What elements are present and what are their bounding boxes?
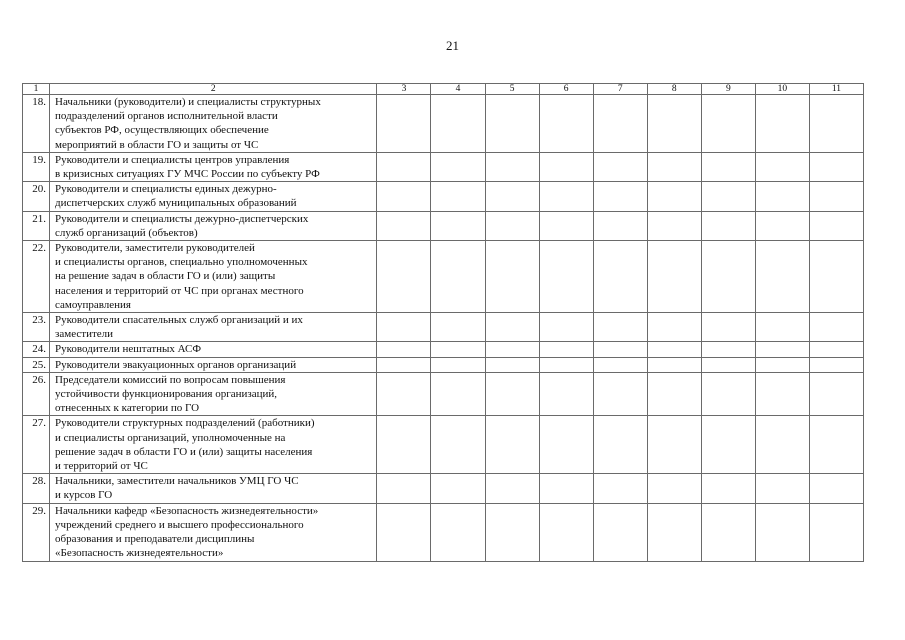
empty-cell [701, 182, 755, 211]
empty-cell [809, 182, 863, 211]
empty-cell [809, 372, 863, 416]
description-line: Руководители и специалисты единых дежурно- [55, 183, 277, 196]
empty-cell [539, 357, 593, 372]
empty-cell [647, 474, 701, 503]
empty-cell [377, 182, 431, 211]
empty-cell [485, 474, 539, 503]
empty-cell [377, 416, 431, 474]
column-header: 4 [431, 84, 485, 95]
empty-cell [539, 503, 593, 561]
empty-cell [431, 313, 485, 342]
empty-cell [701, 372, 755, 416]
empty-cell [431, 503, 485, 561]
empty-cell [377, 357, 431, 372]
empty-cell [377, 342, 431, 357]
description-line: Начальники, заместители начальников УМЦ ГО ЧС [55, 475, 299, 488]
table-row [23, 95, 864, 153]
empty-cell [431, 357, 485, 372]
empty-cell [539, 211, 593, 240]
empty-cell [593, 152, 647, 181]
empty-cell [701, 357, 755, 372]
row-number: 26. [23, 372, 50, 416]
description-line: устойчивости функционирования организаций, [55, 388, 278, 401]
column-header: 1 [23, 84, 50, 95]
empty-cell [485, 357, 539, 372]
empty-cell [377, 152, 431, 181]
row-description [50, 416, 377, 474]
empty-cell [755, 503, 809, 561]
empty-cell [539, 416, 593, 474]
empty-cell [755, 182, 809, 211]
empty-cell [485, 211, 539, 240]
empty-cell [809, 503, 863, 561]
description-line: и специалисты органов, специально уполномоченных [55, 256, 308, 269]
row-description [50, 211, 377, 240]
training-table [22, 83, 864, 562]
description-line: на решение задач в области ГО и (или) защиты [55, 270, 276, 283]
empty-cell [701, 152, 755, 181]
row-number: 27. [23, 416, 50, 474]
empty-cell [809, 95, 863, 153]
description-line: и курсов ГО [55, 489, 113, 502]
description-line: Руководители нештатных АСФ [55, 343, 202, 356]
page-number: 21 [446, 38, 459, 53]
empty-cell [593, 182, 647, 211]
header-row [23, 84, 864, 95]
empty-cell [755, 474, 809, 503]
description-line: Руководители и специалисты дежурно-диспетчерских [55, 212, 309, 225]
description-line: субъектов РФ, осуществляющих обеспечение [55, 124, 269, 137]
description-line: Руководители, заместители руководителей [55, 242, 255, 255]
empty-cell [593, 211, 647, 240]
row-number: 20. [23, 182, 50, 211]
description-line: отнесенных к категории по ГО [55, 402, 200, 415]
row-description [50, 241, 377, 313]
empty-cell [377, 95, 431, 153]
description-line: и территорий от ЧС [55, 460, 148, 473]
empty-cell [485, 241, 539, 313]
row-number: 22. [23, 241, 50, 313]
table-row [23, 357, 864, 372]
column-header: 3 [377, 84, 431, 95]
description-line: в кризисных ситуациях ГУ МЧС России по субъекту РФ [55, 168, 320, 181]
row-description [50, 474, 377, 503]
empty-cell [755, 357, 809, 372]
column-header: 10 [755, 84, 809, 95]
column-header: 8 [647, 84, 701, 95]
description-line: заместители [55, 328, 114, 341]
empty-cell [539, 241, 593, 313]
empty-cell [539, 372, 593, 416]
description-line: образования и преподаватели дисциплины [55, 533, 255, 546]
empty-cell [485, 416, 539, 474]
empty-cell [647, 241, 701, 313]
empty-cell [431, 372, 485, 416]
empty-cell [755, 416, 809, 474]
empty-cell [431, 152, 485, 181]
description-line: «Безопасность жизнедеятельности» [55, 547, 224, 560]
row-description [50, 313, 377, 342]
empty-cell [647, 313, 701, 342]
empty-cell [431, 474, 485, 503]
description-line: мероприятий в области ГО и защиты от ЧС [55, 138, 259, 151]
row-description [50, 357, 377, 372]
empty-cell [701, 313, 755, 342]
empty-cell [485, 503, 539, 561]
description-line: Руководители структурных подразделений (работники) [55, 417, 315, 430]
table-row [23, 152, 864, 181]
empty-cell [755, 241, 809, 313]
empty-cell [809, 357, 863, 372]
empty-cell [701, 503, 755, 561]
description-line: подразделений органов исполнительной власти [55, 110, 278, 123]
row-description [50, 152, 377, 181]
empty-cell [377, 313, 431, 342]
empty-cell [593, 503, 647, 561]
empty-cell [539, 182, 593, 211]
table-row [23, 182, 864, 211]
table-row [23, 474, 864, 503]
empty-cell [809, 241, 863, 313]
empty-cell [647, 182, 701, 211]
empty-cell [755, 342, 809, 357]
empty-cell [809, 313, 863, 342]
column-header: 11 [809, 84, 863, 95]
empty-cell [647, 416, 701, 474]
empty-cell [485, 372, 539, 416]
column-header: 6 [539, 84, 593, 95]
description-line: Руководители эвакуационных органов организаций [55, 358, 297, 371]
empty-cell [485, 313, 539, 342]
empty-cell [809, 416, 863, 474]
row-number: 18. [23, 95, 50, 153]
empty-cell [485, 152, 539, 181]
row-number: 25. [23, 357, 50, 372]
empty-cell [647, 372, 701, 416]
table-row [23, 241, 864, 313]
empty-cell [377, 503, 431, 561]
row-number: 19. [23, 152, 50, 181]
empty-cell [755, 372, 809, 416]
empty-cell [485, 342, 539, 357]
description-line: Руководители спасательных служб организаций и их [55, 314, 303, 327]
empty-cell [701, 416, 755, 474]
empty-cell [539, 152, 593, 181]
empty-cell [593, 416, 647, 474]
empty-cell [377, 241, 431, 313]
empty-cell [593, 357, 647, 372]
description-line: самоуправления [55, 298, 131, 311]
row-description [50, 342, 377, 357]
empty-cell [809, 152, 863, 181]
description-line: населения и территорий от ЧС при органах местного [55, 284, 304, 297]
empty-cell [701, 342, 755, 357]
description-line: и специалисты организаций, уполномоченные на [55, 431, 286, 444]
empty-cell [701, 474, 755, 503]
empty-cell [755, 313, 809, 342]
empty-cell [647, 95, 701, 153]
empty-cell [593, 342, 647, 357]
empty-cell [593, 241, 647, 313]
table-row [23, 372, 864, 416]
table-row [23, 313, 864, 342]
empty-cell [809, 342, 863, 357]
table-row [23, 416, 864, 474]
empty-cell [431, 342, 485, 357]
table-row [23, 503, 864, 561]
empty-cell [755, 152, 809, 181]
empty-cell [431, 416, 485, 474]
description-line: решение задач в области ГО и (или) защиты населения [55, 445, 313, 458]
empty-cell [377, 372, 431, 416]
row-description [50, 95, 377, 153]
empty-cell [701, 211, 755, 240]
empty-cell [593, 372, 647, 416]
row-number: 24. [23, 342, 50, 357]
empty-cell [431, 182, 485, 211]
empty-cell [539, 313, 593, 342]
empty-cell [647, 503, 701, 561]
column-header: 2 [50, 84, 377, 95]
description-line: Начальники кафедр «Безопасность жизнедеятельности» [55, 504, 319, 517]
description-line: Руководители и специалисты центров управления [55, 153, 290, 166]
empty-cell [593, 95, 647, 153]
row-description [50, 372, 377, 416]
empty-cell [701, 241, 755, 313]
row-description [50, 503, 377, 561]
empty-cell [755, 211, 809, 240]
empty-cell [593, 474, 647, 503]
description-line: Начальники (руководители) и специалисты структурных [55, 96, 321, 108]
table-row [23, 211, 864, 240]
description-line: диспетчерских служб муниципальных образований [55, 197, 297, 210]
empty-cell [701, 95, 755, 153]
empty-cell [377, 211, 431, 240]
empty-cell [431, 241, 485, 313]
column-header: 7 [593, 84, 647, 95]
empty-cell [485, 182, 539, 211]
empty-cell [809, 474, 863, 503]
empty-cell [755, 95, 809, 153]
empty-cell [647, 357, 701, 372]
description-line: учреждений среднего и высшего профессионального [55, 518, 304, 531]
empty-cell [539, 342, 593, 357]
empty-cell [539, 474, 593, 503]
row-number: 29. [23, 503, 50, 561]
empty-cell [431, 211, 485, 240]
empty-cell [377, 474, 431, 503]
empty-cell [485, 95, 539, 153]
empty-cell [539, 95, 593, 153]
table-body [23, 84, 864, 562]
empty-cell [647, 152, 701, 181]
empty-cell [809, 211, 863, 240]
empty-cell [431, 95, 485, 153]
row-description [50, 182, 377, 211]
empty-cell [647, 211, 701, 240]
column-header: 9 [701, 84, 755, 95]
description-line: служб организаций (объектов) [55, 226, 198, 239]
column-header: 5 [485, 84, 539, 95]
row-number: 23. [23, 313, 50, 342]
empty-cell [593, 313, 647, 342]
empty-cell [647, 342, 701, 357]
row-number: 21. [23, 211, 50, 240]
description-line: Председатели комиссий по вопросам повышения [55, 373, 286, 386]
table-row [23, 342, 864, 357]
row-number: 28. [23, 474, 50, 503]
